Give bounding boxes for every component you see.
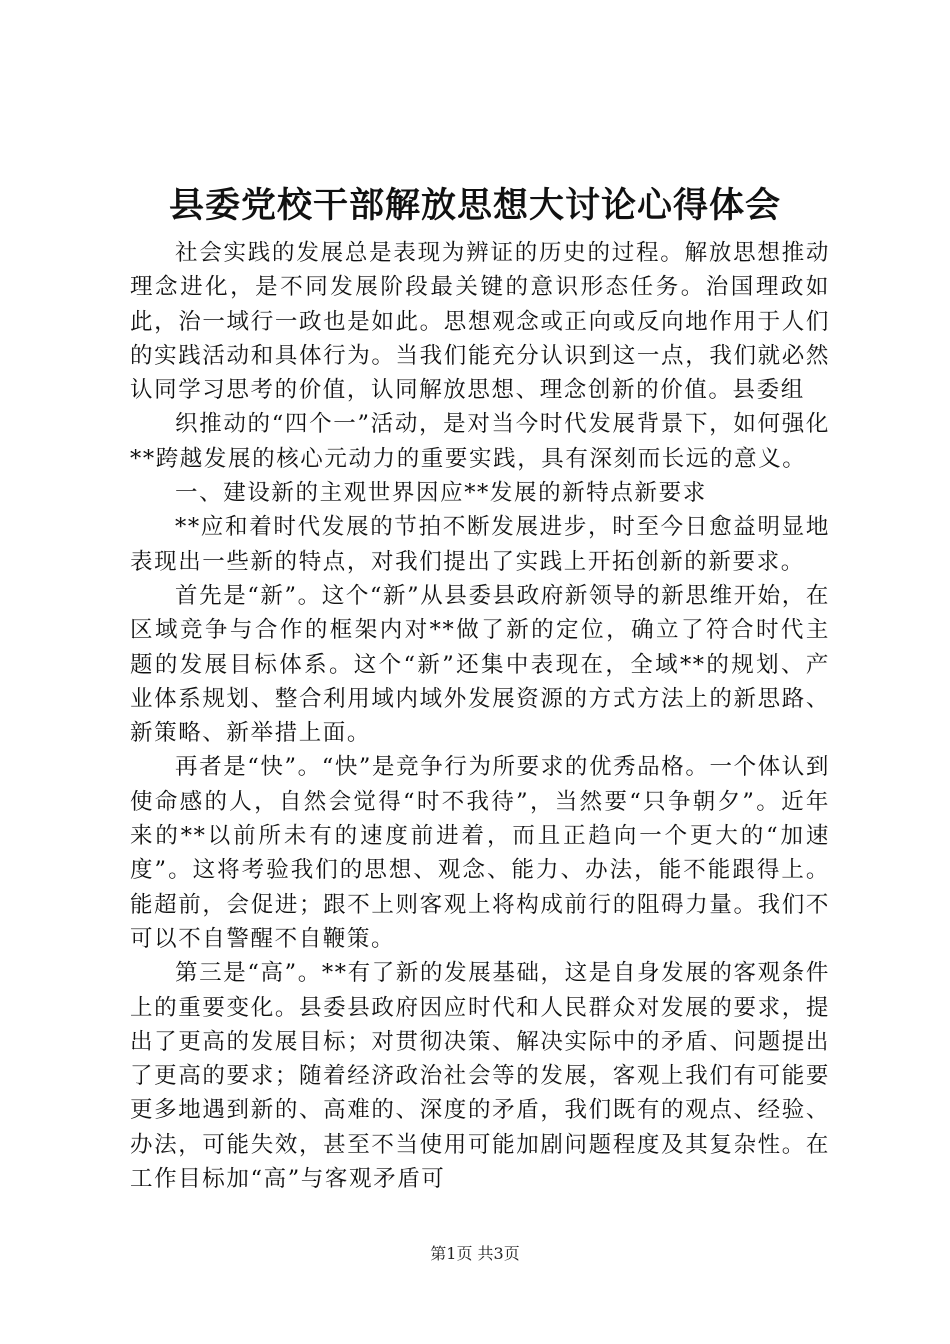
paragraph-new: 首先是“新”。这个“新”从县委县政府新领导的新思维开始，在区域竞争与合作的框架内对**做了新的定位，确立了符合时代主题的发展目标体系。这个“新”还集中表现在，全域**的规划、产业体系规划、整合利用域内域外发展资源的方式方法上的新思路、新策略、新举措上面。 (130, 582, 830, 747)
document-title: 县委党校干部解放思想大讨论心得体会 (168, 185, 781, 226)
paragraph-fast: 再者是“快”。“快”是竞争行为所要求的优秀品格。一个体认到使命感的人，自然会觉得“时不我待”，当然要“只争朝夕”。近年来的**以前所未有的速度前进着，而且正趋向一个更大的“加速度”。这将考验我们的思想、观念、能力、办法，能不能跟得上。能超前，会促进；跟不上则客观上将构成前行的阻碍力量。我们不可以不自警醒不自鞭策。 (130, 754, 830, 952)
paragraph-high: 第三是“高”。**有了新的发展基础，这是自身发展的客观条件上的重要变化。县委县政府因应时代和人民群众对发展的要求，提出了更高的发展目标；对贯彻决策、解决实际中的矛盾、问题提出了更高的要求；随着经济政治社会等的发展，客观上我们有可能要更多地遇到新的、高难的、深度的矛盾，我们既有的观点、经验、办法，可能失效，甚至不当使用可能加剧问题程度及其复杂性。在工作目标加“高”与客观矛盾可 (130, 960, 830, 1193)
paragraph-activity: 织推动的“四个一”活动，是对当今时代发展背景下，如何强化**跨越发展的核心元动力的重要实践，具有深刻而长远的意义。 (130, 411, 830, 472)
paragraph-new-requirements: **应和着时代发展的节拍不断发展进步，时至今日愈益明显地表现出一些新的特点，对我们提出了实践上开拓创新的新要求。 (130, 514, 830, 575)
section-heading-1: 一、建设新的主观世界因应**发展的新特点新要求 (175, 480, 707, 507)
page-number-footer: 第1页 共3页 (430, 1244, 520, 1263)
paragraph-intro: 社会实践的发展总是表现为辨证的历史的过程。解放思想推动理念进化，是不同发展阶段最关键的意识形态任务。治国理政如此，治一域行一政也是如此。思想观念或正向或反向地作用于人们的实践活动和具体行为。当我们能充分认识到这一点，我们就必然认同学习思考的价值，认同解放思想、理念创新的价值。县委组 (130, 240, 830, 404)
document-body (130, 236, 830, 1196)
